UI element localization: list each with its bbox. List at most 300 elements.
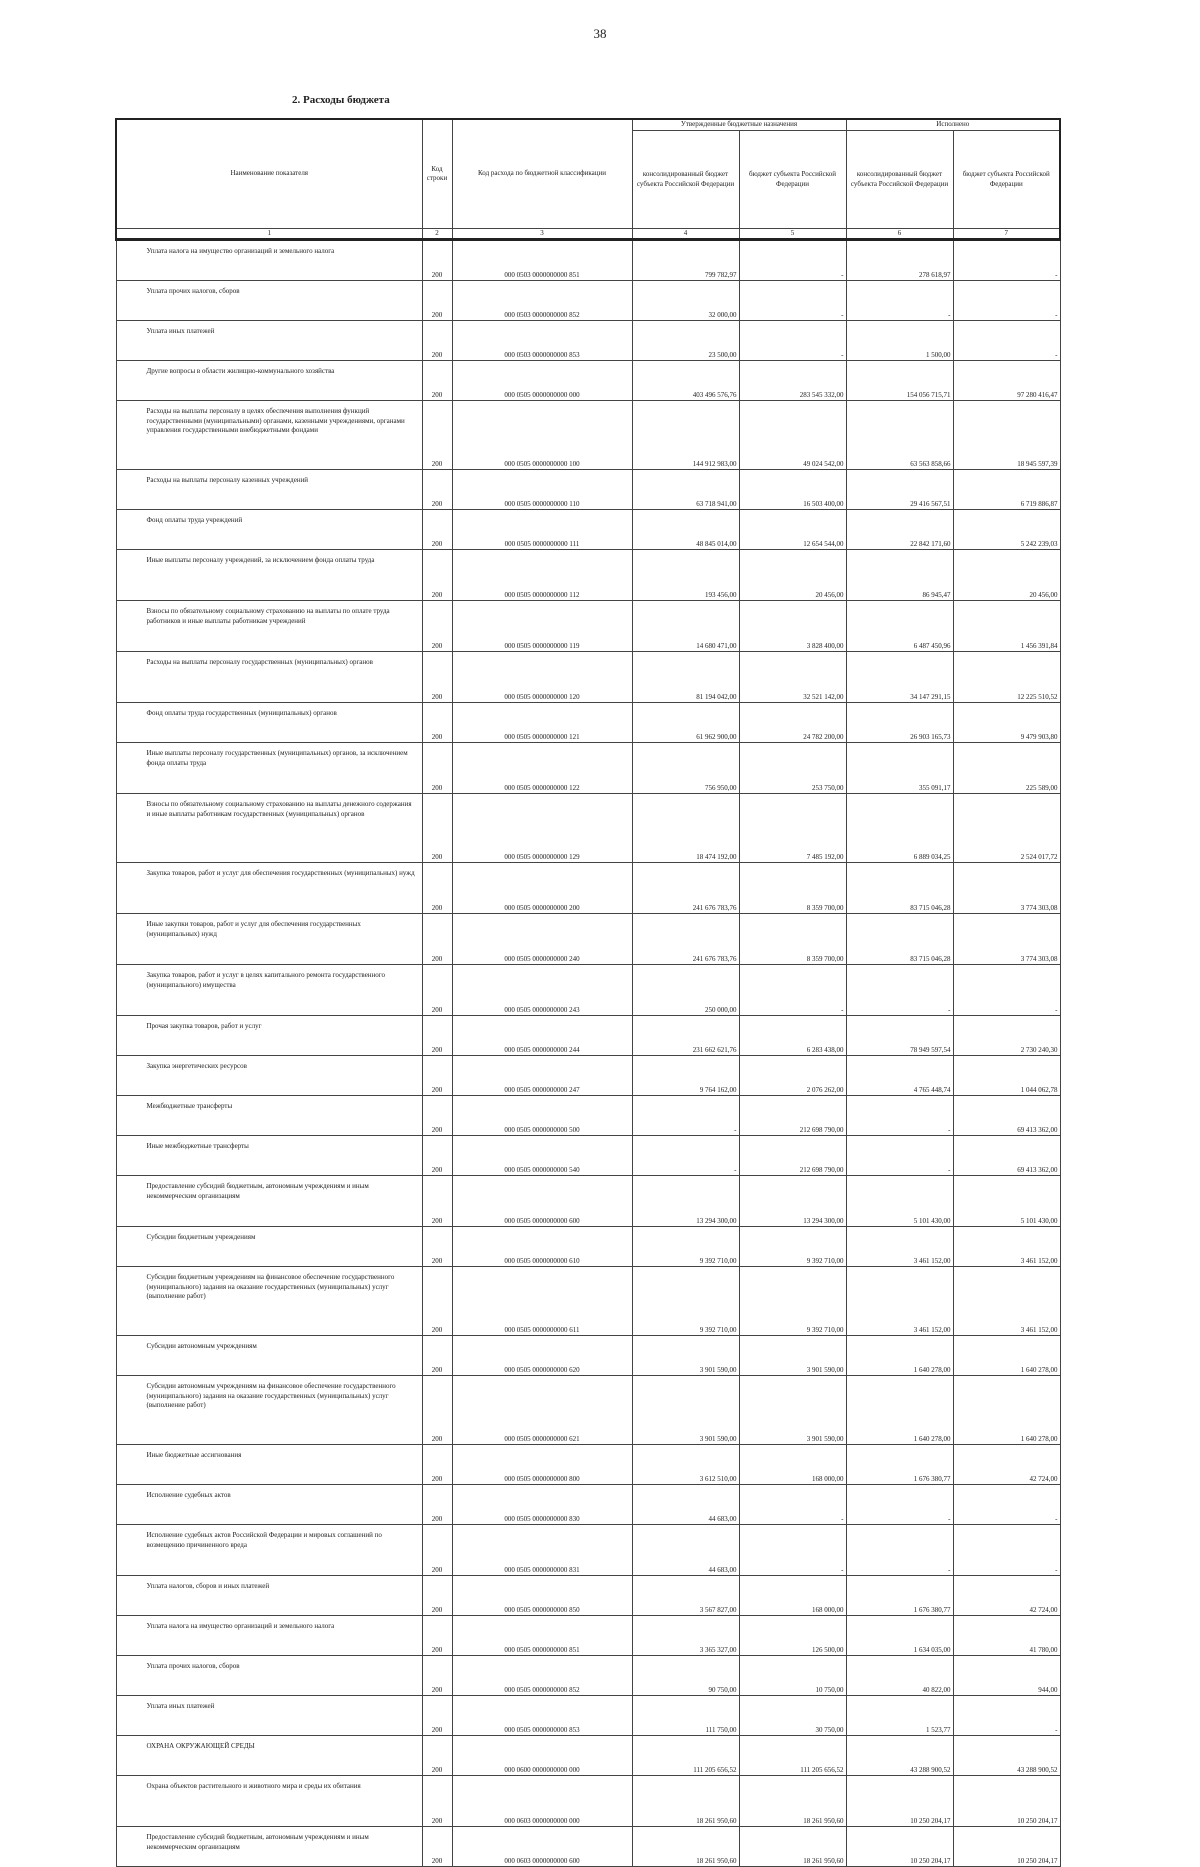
row-executed-subject: 43 288 900,52: [953, 1736, 1060, 1776]
row-executed-consolidated: 1 634 035,00: [846, 1616, 953, 1656]
row-approved-subject: -: [739, 965, 846, 1016]
row-name: Исполнение судебных актов: [116, 1485, 422, 1525]
row-name: Уплата налога на имущество организаций и земельного налога: [116, 1616, 422, 1656]
row-approved-consolidated: 403 496 576,76: [632, 361, 739, 401]
row-code: 200: [422, 703, 452, 743]
row-approved-consolidated: 250 000,00: [632, 965, 739, 1016]
table-row: [116, 914, 1060, 965]
row-executed-consolidated: 63 563 858,66: [846, 401, 953, 470]
header-executed: Исполнено: [846, 119, 1060, 131]
row-class-code: 000 0505 0000000000 621: [452, 1376, 632, 1445]
row-executed-consolidated: 40 822,00: [846, 1656, 953, 1696]
row-class-code: 000 0505 0000000000 112: [452, 550, 632, 601]
row-approved-subject: 212 698 790,00: [739, 1136, 846, 1176]
row-approved-subject: 212 698 790,00: [739, 1096, 846, 1136]
row-executed-consolidated: -: [846, 965, 953, 1016]
table-row: [116, 401, 1060, 470]
row-executed-subject: 10 250 204,17: [953, 1827, 1060, 1867]
row-approved-subject: 24 782 200,00: [739, 703, 846, 743]
header-approved: Утвержденные бюджетные назначения: [632, 119, 846, 131]
row-class-code: 000 0505 0000000000 243: [452, 965, 632, 1016]
row-class-code: 000 0505 0000000000 620: [452, 1336, 632, 1376]
row-approved-subject: 3 828 400,00: [739, 601, 846, 652]
row-approved-consolidated: 44 683,00: [632, 1485, 739, 1525]
table-row: [116, 510, 1060, 550]
row-code: 200: [422, 1616, 452, 1656]
header-row-code: Код строки: [422, 119, 452, 229]
header-executed-consolidated: консолидированный бюджет субъекта Российской Федерации: [846, 131, 953, 229]
row-name: Исполнение судебных актов Российской Федерации и мировых соглашений по возмещению причиненного вреда: [116, 1525, 422, 1576]
row-executed-consolidated: 1 676 380,77: [846, 1576, 953, 1616]
row-approved-consolidated: 18 261 950,60: [632, 1827, 739, 1867]
row-executed-subject: 5 101 430,00: [953, 1176, 1060, 1227]
row-code: 200: [422, 1656, 452, 1696]
row-executed-consolidated: 83 715 046,28: [846, 863, 953, 914]
row-executed-subject: 1 456 391,84: [953, 601, 1060, 652]
row-class-code: 000 0505 0000000000 830: [452, 1485, 632, 1525]
row-executed-consolidated: 10 250 204,17: [846, 1776, 953, 1827]
row-name: Иные бюджетные ассигнования: [116, 1445, 422, 1485]
row-executed-subject: -: [953, 321, 1060, 361]
row-name: Уплата налогов, сборов и иных платежей: [116, 1576, 422, 1616]
row-executed-consolidated: 1 500,00: [846, 321, 953, 361]
row-class-code: 000 0505 0000000000 600: [452, 1176, 632, 1227]
row-approved-subject: 2 076 262,00: [739, 1056, 846, 1096]
row-executed-subject: -: [953, 281, 1060, 321]
row-name: Предоставление субсидий бюджетным, автономным учреждениям и иным некоммерческим организациям: [116, 1827, 422, 1867]
row-executed-subject: 41 780,00: [953, 1616, 1060, 1656]
row-approved-consolidated: 3 901 590,00: [632, 1336, 739, 1376]
row-executed-consolidated: 3 461 152,00: [846, 1227, 953, 1267]
row-executed-consolidated: 4 765 448,74: [846, 1056, 953, 1096]
row-approved-subject: 7 485 192,00: [739, 794, 846, 863]
row-name: Иные выплаты персоналу учреждений, за исключением фонда оплаты труда: [116, 550, 422, 601]
row-approved-subject: -: [739, 321, 846, 361]
table-row: [116, 281, 1060, 321]
row-class-code: 000 0505 0000000000 611: [452, 1267, 632, 1336]
row-executed-subject: 42 724,00: [953, 1445, 1060, 1485]
row-approved-consolidated: 756 950,00: [632, 743, 739, 794]
row-executed-subject: 42 724,00: [953, 1576, 1060, 1616]
row-name: Иные межбюджетные трансферты: [116, 1136, 422, 1176]
row-approved-consolidated: 90 750,00: [632, 1656, 739, 1696]
row-approved-subject: -: [739, 1485, 846, 1525]
row-name: Расходы на выплаты персоналу казенных учреждений: [116, 470, 422, 510]
row-executed-subject: 3 774 303,08: [953, 863, 1060, 914]
row-executed-consolidated: 83 715 046,28: [846, 914, 953, 965]
row-code: 200: [422, 361, 452, 401]
row-code: 200: [422, 914, 452, 965]
row-executed-consolidated: 1 640 278,00: [846, 1376, 953, 1445]
row-code: 200: [422, 794, 452, 863]
row-name: Субсидии бюджетным учреждениям на финансовое обеспечение государственного (муниципального) задания на оказание государственных (муниципальных) услуг (выполнение работ): [116, 1267, 422, 1336]
row-executed-consolidated: -: [846, 281, 953, 321]
row-executed-consolidated: 5 101 430,00: [846, 1176, 953, 1227]
row-name: Иные выплаты персоналу государственных (муниципальных) органов, за исключением фонда оплаты труда: [116, 743, 422, 794]
row-executed-subject: 97 280 416,47: [953, 361, 1060, 401]
header-class-code: Код расхода по бюджетной классификации: [452, 119, 632, 229]
row-approved-consolidated: 3 901 590,00: [632, 1376, 739, 1445]
row-executed-subject: 69 413 362,00: [953, 1136, 1060, 1176]
row-class-code: 000 0603 0000000000 000: [452, 1776, 632, 1827]
row-executed-subject: 20 456,00: [953, 550, 1060, 601]
row-executed-consolidated: 34 147 291,15: [846, 652, 953, 703]
row-approved-consolidated: 61 962 900,00: [632, 703, 739, 743]
row-executed-consolidated: -: [846, 1525, 953, 1576]
row-class-code: 000 0600 0000000000 000: [452, 1736, 632, 1776]
row-class-code: 000 0505 0000000000 850: [452, 1576, 632, 1616]
row-executed-consolidated: -: [846, 1096, 953, 1136]
row-class-code: 000 0505 0000000000 853: [452, 1696, 632, 1736]
row-name: Охрана объектов растительного и животного мира и среды их обитания: [116, 1776, 422, 1827]
row-approved-subject: -: [739, 1525, 846, 1576]
row-class-code: 000 0505 0000000000 500: [452, 1096, 632, 1136]
page-number: 38: [593, 26, 607, 41]
row-executed-subject: 6 719 886,87: [953, 470, 1060, 510]
row-executed-subject: 3 461 152,00: [953, 1267, 1060, 1336]
row-approved-subject: 12 654 544,00: [739, 510, 846, 550]
table-row: [116, 1267, 1060, 1336]
header-approved-consolidated: консолидированный бюджет субъекта Российской Федерации: [632, 131, 739, 229]
row-code: 200: [422, 1736, 452, 1776]
row-approved-consolidated: 799 782,97: [632, 240, 739, 281]
row-approved-subject: 8 359 700,00: [739, 863, 846, 914]
row-name: Субсидии автономным учреждениям: [116, 1336, 422, 1376]
row-executed-subject: 1 640 278,00: [953, 1376, 1060, 1445]
row-approved-subject: 16 503 400,00: [739, 470, 846, 510]
row-approved-consolidated: 9 764 162,00: [632, 1056, 739, 1096]
row-approved-consolidated: 241 676 783,76: [632, 863, 739, 914]
table-row: [116, 1736, 1060, 1776]
row-name: Фонд оплаты труда государственных (муниципальных) органов: [116, 703, 422, 743]
row-approved-subject: 111 205 656,52: [739, 1736, 846, 1776]
row-executed-consolidated: 278 618,97: [846, 240, 953, 281]
row-code: 200: [422, 1267, 452, 1336]
row-name: Закупка товаров, работ и услуг в целях капитального ремонта государственного (муниципального) имущества: [116, 965, 422, 1016]
row-approved-subject: 8 359 700,00: [739, 914, 846, 965]
row-approved-consolidated: 3 365 327,00: [632, 1616, 739, 1656]
row-executed-consolidated: 1 523,77: [846, 1696, 953, 1736]
row-code: 200: [422, 965, 452, 1016]
table-row: [116, 1576, 1060, 1616]
row-approved-subject: 3 901 590,00: [739, 1336, 846, 1376]
row-class-code: 000 0505 0000000000 110: [452, 470, 632, 510]
row-approved-subject: 3 901 590,00: [739, 1376, 846, 1445]
row-name: Уплата иных платежей: [116, 1696, 422, 1736]
row-executed-consolidated: 355 091,17: [846, 743, 953, 794]
header-name: Наименование показателя: [116, 119, 422, 229]
row-executed-subject: 69 413 362,00: [953, 1096, 1060, 1136]
row-code: 200: [422, 470, 452, 510]
row-class-code: 000 0505 0000000000 540: [452, 1136, 632, 1176]
row-code: 200: [422, 510, 452, 550]
row-executed-consolidated: 1 640 278,00: [846, 1336, 953, 1376]
row-name: Взносы по обязательному социальному страхованию на выплаты денежного содержания и иные выплаты работникам государственных (муниципальных) органов: [116, 794, 422, 863]
row-executed-consolidated: 86 945,47: [846, 550, 953, 601]
row-name: Уплата прочих налогов, сборов: [116, 1656, 422, 1696]
row-executed-subject: -: [953, 1696, 1060, 1736]
row-class-code: 000 0503 0000000000 852: [452, 281, 632, 321]
row-code: 200: [422, 601, 452, 652]
header-executed-subject: бюджет субъекта Российской Федерации: [953, 131, 1060, 229]
row-code: 200: [422, 1096, 452, 1136]
row-approved-consolidated: 144 912 983,00: [632, 401, 739, 470]
row-approved-consolidated: 3 612 510,00: [632, 1445, 739, 1485]
row-code: 200: [422, 1696, 452, 1736]
row-executed-consolidated: 6 487 450,96: [846, 601, 953, 652]
row-executed-subject: 3 774 303,08: [953, 914, 1060, 965]
table-row: [116, 550, 1060, 601]
table-row: [116, 652, 1060, 703]
row-name: Расходы на выплаты персоналу в целях обеспечения выполнения функций государственными (муниципальными) органами, казенными учреждениями, органами управления государственными внебюджетными фондами: [116, 401, 422, 470]
row-executed-consolidated: 43 288 900,52: [846, 1736, 953, 1776]
row-executed-subject: -: [953, 1485, 1060, 1525]
row-executed-consolidated: -: [846, 1485, 953, 1525]
table-row: [116, 743, 1060, 794]
table-row: [116, 703, 1060, 743]
row-executed-subject: 944,00: [953, 1656, 1060, 1696]
table-row: [116, 1056, 1060, 1096]
row-class-code: 000 0505 0000000000 852: [452, 1656, 632, 1696]
row-code: 200: [422, 1136, 452, 1176]
header-approved-subject: бюджет субъекта Российской Федерации: [739, 131, 846, 229]
row-approved-subject: 13 294 300,00: [739, 1176, 846, 1227]
row-executed-consolidated: -: [846, 1136, 953, 1176]
row-approved-subject: 30 750,00: [739, 1696, 846, 1736]
row-approved-consolidated: 9 392 710,00: [632, 1227, 739, 1267]
row-approved-subject: 283 545 332,00: [739, 361, 846, 401]
row-code: 200: [422, 1485, 452, 1525]
row-approved-subject: 10 750,00: [739, 1656, 846, 1696]
table-row: [116, 361, 1060, 401]
row-name: Субсидии бюджетным учреждениям: [116, 1227, 422, 1267]
row-approved-consolidated: 9 392 710,00: [632, 1267, 739, 1336]
row-class-code: 000 0505 0000000000 000: [452, 361, 632, 401]
row-code: 200: [422, 240, 452, 281]
row-name: Фонд оплаты труда учреждений: [116, 510, 422, 550]
expenses-table: [115, 118, 1061, 1867]
row-approved-subject: 6 283 438,00: [739, 1016, 846, 1056]
row-executed-subject: 18 945 597,39: [953, 401, 1060, 470]
row-approved-subject: 32 521 142,00: [739, 652, 846, 703]
row-executed-subject: 12 225 510,52: [953, 652, 1060, 703]
column-number: 5: [739, 229, 846, 240]
row-approved-consolidated: 111 205 656,52: [632, 1736, 739, 1776]
row-class-code: 000 0505 0000000000 200: [452, 863, 632, 914]
row-approved-consolidated: 111 750,00: [632, 1696, 739, 1736]
row-executed-consolidated: 154 056 715,71: [846, 361, 953, 401]
row-executed-consolidated: 1 676 380,77: [846, 1445, 953, 1485]
row-name: Межбюджетные трансферты: [116, 1096, 422, 1136]
row-code: 200: [422, 1336, 452, 1376]
row-class-code: 000 0505 0000000000 121: [452, 703, 632, 743]
row-approved-subject: 18 261 950,60: [739, 1776, 846, 1827]
row-approved-consolidated: 13 294 300,00: [632, 1176, 739, 1227]
table-row: [116, 1136, 1060, 1176]
table-row: [116, 1485, 1060, 1525]
row-executed-subject: 9 479 903,80: [953, 703, 1060, 743]
row-code: 200: [422, 1176, 452, 1227]
table-row: [116, 794, 1060, 863]
row-approved-consolidated: 81 194 042,00: [632, 652, 739, 703]
row-executed-subject: 5 242 239,03: [953, 510, 1060, 550]
row-class-code: 000 0505 0000000000 800: [452, 1445, 632, 1485]
row-name: Закупка энергетических ресурсов: [116, 1056, 422, 1096]
row-class-code: 000 0503 0000000000 851: [452, 240, 632, 281]
table-row: [116, 1656, 1060, 1696]
row-approved-consolidated: 18 474 192,00: [632, 794, 739, 863]
row-approved-consolidated: 63 718 941,00: [632, 470, 739, 510]
table-row: [116, 1016, 1060, 1056]
row-name: Закупка товаров, работ и услуг для обеспечения государственных (муниципальных) нужд: [116, 863, 422, 914]
row-class-code: 000 0505 0000000000 120: [452, 652, 632, 703]
row-name: ОХРАНА ОКРУЖАЮЩЕЙ СРЕДЫ: [116, 1736, 422, 1776]
row-code: 200: [422, 1827, 452, 1867]
row-class-code: 000 0505 0000000000 610: [452, 1227, 632, 1267]
row-approved-subject: 9 392 710,00: [739, 1267, 846, 1336]
row-approved-consolidated: 32 000,00: [632, 281, 739, 321]
row-executed-subject: 2 730 240,30: [953, 1016, 1060, 1056]
row-code: 200: [422, 652, 452, 703]
row-executed-subject: 1 640 278,00: [953, 1336, 1060, 1376]
row-code: 200: [422, 1016, 452, 1056]
table-row: [116, 1525, 1060, 1576]
row-name: Уплата иных платежей: [116, 321, 422, 361]
table-row: [116, 1827, 1060, 1867]
row-executed-consolidated: 26 903 165,73: [846, 703, 953, 743]
row-approved-subject: 20 456,00: [739, 550, 846, 601]
row-class-code: 000 0505 0000000000 129: [452, 794, 632, 863]
row-name: Иные закупки товаров, работ и услуг для обеспечения государственных (муниципальных) нужд: [116, 914, 422, 965]
row-approved-subject: -: [739, 240, 846, 281]
table-row: [116, 1176, 1060, 1227]
row-name: Другие вопросы в области жилищно-коммунального хозяйства: [116, 361, 422, 401]
row-approved-subject: 18 261 950,60: [739, 1827, 846, 1867]
row-class-code: 000 0505 0000000000 244: [452, 1016, 632, 1056]
row-code: 200: [422, 1445, 452, 1485]
row-approved-subject: 126 500,00: [739, 1616, 846, 1656]
row-name: Уплата налога на имущество организаций и земельного налога: [116, 240, 422, 281]
row-name: Субсидии автономным учреждениям на финансовое обеспечение государственного (муниципального) задания на оказание государственных (муниципальных) услуг (выполнение работ): [116, 1376, 422, 1445]
row-class-code: 000 0603 0000000000 600: [452, 1827, 632, 1867]
row-approved-consolidated: 241 676 783,76: [632, 914, 739, 965]
column-number: 4: [632, 229, 739, 240]
row-approved-consolidated: -: [632, 1136, 739, 1176]
table-row: [116, 321, 1060, 361]
row-code: 200: [422, 401, 452, 470]
column-number: 3: [452, 229, 632, 240]
row-approved-subject: 168 000,00: [739, 1576, 846, 1616]
column-number: 7: [953, 229, 1060, 240]
row-class-code: 000 0505 0000000000 122: [452, 743, 632, 794]
row-approved-consolidated: 48 845 014,00: [632, 510, 739, 550]
table-row: [116, 1336, 1060, 1376]
row-approved-consolidated: 193 456,00: [632, 550, 739, 601]
row-approved-subject: 253 750,00: [739, 743, 846, 794]
row-approved-subject: -: [739, 281, 846, 321]
table-body: [116, 240, 1060, 1867]
column-number: 6: [846, 229, 953, 240]
row-executed-subject: 10 250 204,17: [953, 1776, 1060, 1827]
table-row: [116, 1376, 1060, 1445]
table-row: [116, 1227, 1060, 1267]
table-row: [116, 965, 1060, 1016]
row-name: Уплата прочих налогов, сборов: [116, 281, 422, 321]
row-code: 200: [422, 1227, 452, 1267]
row-code: 200: [422, 1576, 452, 1616]
row-executed-consolidated: 29 416 567,51: [846, 470, 953, 510]
row-executed-subject: -: [953, 1525, 1060, 1576]
row-approved-consolidated: 23 500,00: [632, 321, 739, 361]
row-name: Прочая закупка товаров, работ и услуг: [116, 1016, 422, 1056]
section-title: 2. Расходы бюджета: [292, 94, 390, 106]
row-code: 200: [422, 743, 452, 794]
table-row: [116, 1616, 1060, 1656]
row-executed-subject: 2 524 017,72: [953, 794, 1060, 863]
row-executed-consolidated: 78 949 597,54: [846, 1016, 953, 1056]
row-approved-consolidated: 44 683,00: [632, 1525, 739, 1576]
row-class-code: 000 0505 0000000000 851: [452, 1616, 632, 1656]
row-code: 200: [422, 321, 452, 361]
row-approved-consolidated: 231 662 621,76: [632, 1016, 739, 1056]
row-approved-subject: 168 000,00: [739, 1445, 846, 1485]
table-row: [116, 1096, 1060, 1136]
row-name: Предоставление субсидий бюджетным, автономным учреждениям и иным некоммерческим организациям: [116, 1176, 422, 1227]
row-code: 200: [422, 863, 452, 914]
row-executed-consolidated: 3 461 152,00: [846, 1267, 953, 1336]
row-executed-consolidated: 6 889 034,25: [846, 794, 953, 863]
row-approved-consolidated: -: [632, 1096, 739, 1136]
row-code: 200: [422, 1525, 452, 1576]
table-row: [116, 470, 1060, 510]
table-row: [116, 863, 1060, 914]
row-approved-consolidated: 14 680 471,00: [632, 601, 739, 652]
row-class-code: 000 0505 0000000000 831: [452, 1525, 632, 1576]
row-approved-subject: 49 024 542,00: [739, 401, 846, 470]
row-executed-consolidated: 10 250 204,17: [846, 1827, 953, 1867]
table-row: [116, 1696, 1060, 1736]
row-executed-subject: -: [953, 965, 1060, 1016]
row-executed-subject: 225 589,00: [953, 743, 1060, 794]
row-class-code: 000 0505 0000000000 240: [452, 914, 632, 965]
row-name: Взносы по обязательному социальному страхованию на выплаты по оплате труда работников и иные выплаты работникам учреждений: [116, 601, 422, 652]
column-number: 1: [116, 229, 422, 240]
row-class-code: 000 0505 0000000000 111: [452, 510, 632, 550]
column-number: 2: [422, 229, 452, 240]
row-code: 200: [422, 1776, 452, 1827]
table-row: [116, 240, 1060, 281]
table-row: [116, 601, 1060, 652]
row-executed-consolidated: 22 842 171,60: [846, 510, 953, 550]
row-executed-subject: 3 461 152,00: [953, 1227, 1060, 1267]
row-name: Расходы на выплаты персоналу государственных (муниципальных) органов: [116, 652, 422, 703]
table-row: [116, 1445, 1060, 1485]
row-approved-consolidated: 18 261 950,60: [632, 1776, 739, 1827]
row-class-code: 000 0503 0000000000 853: [452, 321, 632, 361]
row-class-code: 000 0505 0000000000 119: [452, 601, 632, 652]
table-row: [116, 1776, 1060, 1827]
row-executed-subject: -: [953, 240, 1060, 281]
row-executed-subject: 1 044 062,78: [953, 1056, 1060, 1096]
row-class-code: 000 0505 0000000000 247: [452, 1056, 632, 1096]
row-code: 200: [422, 1056, 452, 1096]
row-code: 200: [422, 550, 452, 601]
row-code: 200: [422, 1376, 452, 1445]
row-code: 200: [422, 281, 452, 321]
row-approved-subject: 9 392 710,00: [739, 1227, 846, 1267]
row-approved-consolidated: 3 567 827,00: [632, 1576, 739, 1616]
row-class-code: 000 0505 0000000000 100: [452, 401, 632, 470]
